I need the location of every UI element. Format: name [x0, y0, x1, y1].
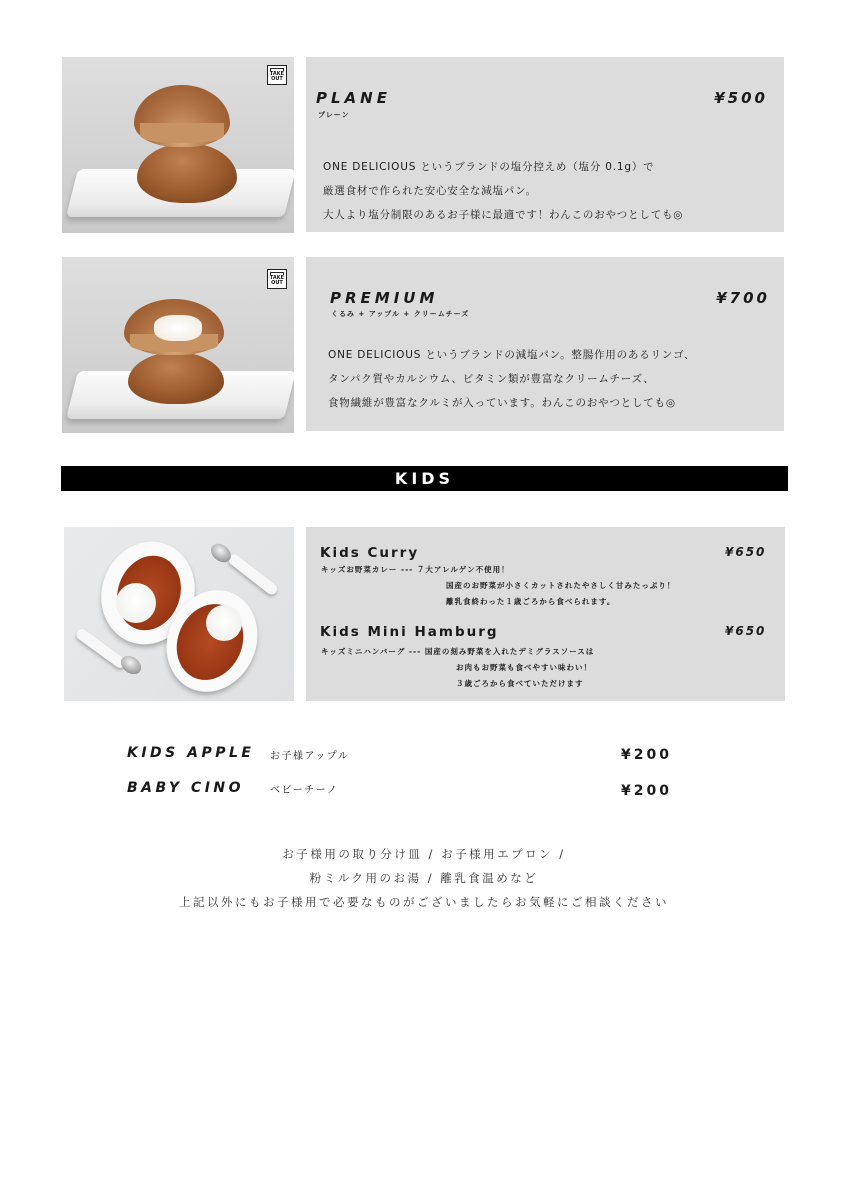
kids-item-price: ¥650: [725, 624, 767, 638]
description-line: タンパク質やカルシウム、ビタミン類が豊富なクリームチーズ、: [328, 373, 655, 385]
product-name: PREMIUM: [330, 289, 439, 307]
kids-item-lead: キッズミニハンバーグ --- 国産の刻み野菜を入れたデミグラスソースは: [321, 647, 595, 656]
kids-item-lead: キッズお野菜カレー --- ７大アレルゲン不使用！: [321, 565, 510, 574]
kids-curry-photo: [64, 527, 294, 701]
premium-bread-photo: [62, 257, 294, 433]
drink-japanese-name: お子様アップル: [270, 751, 350, 762]
drink-name: KIDS APPLE: [127, 745, 255, 761]
product-name: PLANE: [316, 89, 391, 107]
takeout-icon: TAKE OUT: [267, 269, 287, 289]
spoon-handle: [227, 552, 279, 596]
product-subtitle: プレーン: [318, 111, 350, 119]
cream-cheese-filling: [154, 315, 202, 341]
plane-bread-photo: [62, 57, 294, 233]
drink-price: ¥200: [621, 783, 672, 799]
drink-name: BABY CINO: [127, 780, 245, 796]
product-description: [328, 343, 778, 415]
drink-price: ¥200: [621, 747, 672, 763]
kids-item-detail: 離乳食終わった１歳ごろから食べられます。: [446, 597, 616, 606]
kids-amenities-note: 粉ミルク用のお湯 / 離乳食温めなど: [309, 871, 539, 885]
kids-item-detail: お肉もお野菜も食べやすい味わい！: [456, 663, 592, 672]
kids-amenities-note: お子様用の取り分け皿 / お子様用エプロン /: [282, 847, 566, 861]
description-line: 厳選食材で作られた安心安全な減塩パン。: [323, 185, 537, 197]
kids-item-price: ¥650: [725, 545, 767, 559]
product-subtitle: くるみ + アップル + クリームチーズ: [331, 310, 470, 318]
rice: [206, 605, 242, 641]
kids-item-name: Kids Mini Hamburg: [320, 624, 499, 640]
takeout-icon: TAKE OUT: [267, 65, 287, 85]
kids-item-detail: ３歳ごろから食べていただけます: [456, 679, 584, 688]
bread-half: [134, 85, 230, 147]
description-line: ONE DELICIOUS というブランドの塩分控えめ（塩分 0.1g）で: [323, 161, 655, 173]
description-line: 大人より塩分制限のあるお子様に最適です！わんこのおやつとしても◎: [323, 209, 684, 221]
kids-section-title: KIDS: [61, 466, 788, 491]
bread-bun: [137, 143, 237, 203]
product-price: ¥500: [714, 89, 768, 107]
kids-amenities-note: 上記以外にもお子様用で必要なものがございましたらお気軽にご相談ください: [179, 895, 669, 909]
product-description: [323, 155, 778, 227]
description-line: 食物繊維が豊富なクルミが入っています。わんこのおやつとしても◎: [328, 397, 676, 409]
kids-item-name: Kids Curry: [320, 545, 420, 561]
kids-item-detail: 国産のお野菜が小さくカットされたやさしく甘みたっぷり！: [446, 581, 676, 590]
drink-japanese-name: ベビーチーノ: [270, 785, 339, 796]
rice: [116, 583, 156, 623]
description-line: ONE DELICIOUS というブランドの減塩パン。整腸作用のあるリンゴ、: [328, 349, 696, 361]
product-price: ¥700: [716, 289, 770, 307]
bread-bun: [128, 352, 224, 404]
